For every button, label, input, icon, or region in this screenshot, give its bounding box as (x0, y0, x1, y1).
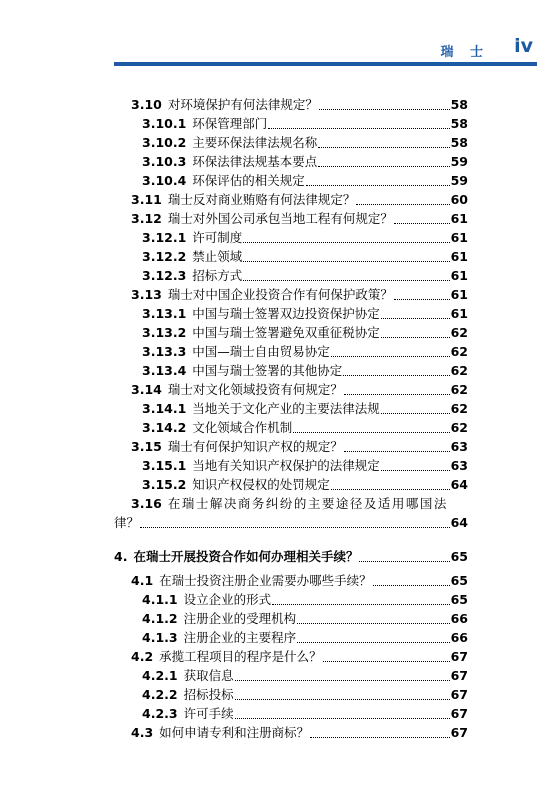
toc-entry-page: 66 (450, 630, 468, 645)
dot-leader (394, 213, 450, 224)
toc-entry-page: 61 (450, 287, 468, 302)
toc-entry-number: 3.10.3 (142, 154, 187, 169)
toc-entry[interactable] (142, 154, 468, 173)
toc-entry-title: 瑞士有何保护知识产权的规定？ (167, 439, 343, 454)
toc-entry-page: 64 (450, 515, 468, 530)
dot-leader (243, 270, 449, 281)
toc-entry-number: 4.1 (131, 573, 154, 588)
toc-entry-number: 3.11 (131, 192, 162, 207)
toc-entry[interactable] (131, 496, 468, 515)
toc-entry[interactable] (142, 249, 468, 268)
toc-entry[interactable] (142, 306, 468, 325)
toc-entry[interactable] (142, 116, 468, 135)
toc-entry-title: 瑞士对中国企业投资合作有何保护政策？ (167, 287, 393, 302)
header-title: 瑞 士 (440, 45, 489, 60)
toc-entry-number: 3.15 (131, 439, 162, 454)
dot-leader (344, 441, 450, 452)
toc-entry[interactable] (131, 192, 468, 211)
toc-entry-number: 4.1.3 (142, 630, 178, 645)
toc-entry-number: 3.13.2 (142, 325, 187, 340)
toc-entry-title: 在瑞士解决商务纠纷的主要途径及适用哪国法 (167, 496, 448, 511)
toc-entry-page: 65 (450, 573, 468, 588)
toc-entry-title: 瑞士对外国公司承包当地工程有何规定？ (167, 211, 393, 226)
toc-entry-title: 获取信息 (183, 668, 234, 683)
toc-entry-title: 对环境保护有何法律规定？ (167, 97, 318, 112)
toc-entry-title: 中国—瑞士自由贸易协定 (192, 344, 330, 359)
toc-entry-number: 3.13.4 (142, 363, 187, 378)
dot-leader (293, 422, 449, 433)
toc-entry-number: 3.12 (131, 211, 162, 226)
toc-entry-number: 3.13.3 (142, 344, 187, 359)
toc-entry-number: 4.1.2 (142, 611, 178, 626)
toc-entry-title: 招标投标 (183, 687, 234, 702)
toc-entry-page: 59 (450, 154, 468, 169)
toc-entry-number: 3.13 (131, 287, 162, 302)
dot-leader (235, 708, 450, 719)
toc-entry-title: 中国与瑞士签署双边投资保护协定 (192, 306, 380, 321)
toc-entry[interactable] (142, 592, 468, 611)
dot-leader (319, 99, 450, 110)
toc-entry[interactable] (142, 611, 468, 630)
toc-entry-page: 65 (450, 592, 468, 607)
dot-leader (318, 156, 449, 167)
toc-entry-number: 3.13.1 (142, 306, 187, 321)
toc-entry-number: 3.15.1 (142, 458, 187, 473)
toc-entry-title-continuation: 律？ (114, 515, 140, 530)
toc-entry-number: 3.16 (131, 496, 162, 511)
toc-entry-page: 63 (450, 439, 468, 454)
dot-leader (318, 137, 449, 148)
toc-entry[interactable] (131, 97, 468, 116)
dot-leader (331, 479, 450, 490)
dot-leader (235, 689, 450, 700)
toc-entry[interactable] (142, 135, 468, 154)
dot-leader (323, 651, 450, 662)
dot-leader (243, 251, 449, 262)
toc-entry-number: 3.10.4 (142, 173, 187, 188)
toc-entry[interactable] (142, 268, 468, 287)
dot-leader (356, 194, 449, 205)
toc-entry-title: 在瑞士开展投资合作如何办理相关手续？ (133, 549, 359, 564)
toc-entry-title: 瑞士反对商业贿赂有何法律规定？ (167, 192, 356, 207)
toc-entry-title: 在瑞士投资注册企业需要办哪些手续？ (159, 573, 372, 588)
toc-entry-number: 4. (114, 549, 128, 564)
toc-entry-number: 3.12.3 (142, 268, 187, 283)
toc-entry-title: 设立企业的形式 (183, 592, 272, 607)
toc-entry-number: 3.15.2 (142, 477, 187, 492)
toc-entry[interactable] (131, 382, 468, 401)
toc-entry-title: 注册企业的主要程序 (183, 630, 297, 645)
toc-entry-title: 许可手续 (183, 706, 234, 721)
toc-entry-number: 4.1.1 (142, 592, 178, 607)
toc-entry-title: 环保法律法规基本要点 (192, 154, 318, 169)
toc-entry-number: 4.2.2 (142, 687, 178, 702)
toc-entry-title: 当地关于文化产业的主要法律法规 (192, 401, 380, 416)
dot-leader (373, 575, 450, 586)
toc-entry-number: 4.3 (131, 725, 154, 740)
toc-entry-page: 64 (450, 477, 468, 492)
toc-entry-page: 60 (450, 192, 468, 207)
toc-entry-page: 59 (450, 173, 468, 188)
toc-entry-page: 67 (450, 687, 468, 702)
toc-entry-page: 62 (450, 344, 468, 359)
toc-entry-page: 62 (450, 325, 468, 340)
toc-entry-page: 58 (450, 97, 468, 112)
toc-entry[interactable] (142, 706, 468, 725)
toc-entry-title: 瑞士对文化领域投资有何规定？ (167, 382, 343, 397)
toc-entry-title: 禁止领域 (192, 249, 243, 264)
toc-entry-number: 3.10.2 (142, 135, 187, 150)
toc-entry-page: 62 (450, 363, 468, 378)
toc-entry[interactable] (131, 649, 468, 668)
toc-entry[interactable] (131, 439, 468, 458)
toc-entry-number: 3.14 (131, 382, 162, 397)
toc-entry[interactable] (131, 573, 468, 592)
dot-leader (381, 403, 450, 414)
toc-entry[interactable] (142, 668, 468, 687)
toc-entry-title: 如何申请专利和注册商标？ (159, 725, 310, 740)
dot-leader (359, 551, 449, 562)
toc-entry-number: 3.10 (131, 97, 162, 112)
toc-chapter-entry[interactable] (114, 549, 468, 568)
toc-entry[interactable] (142, 687, 468, 706)
toc-entry[interactable] (142, 458, 468, 477)
toc-entry-title: 中国与瑞士签署避免双重征税协定 (192, 325, 380, 340)
toc-entry-title: 环保管理部门 (192, 116, 268, 131)
toc-entry[interactable] (142, 325, 468, 344)
toc-entry-title: 中国与瑞士签署的其他协定 (192, 363, 343, 378)
toc-entry-page: 61 (450, 306, 468, 321)
toc-entry-page: 61 (450, 230, 468, 245)
header-page-number: iv (514, 35, 533, 57)
dot-leader (297, 632, 449, 643)
toc-entry-title: 许可制度 (192, 230, 243, 245)
toc-entry-page: 61 (450, 268, 468, 283)
toc-entry[interactable] (142, 173, 468, 192)
toc-entry-title: 招标方式 (192, 268, 243, 283)
dot-leader (394, 289, 450, 300)
toc-entry[interactable] (142, 363, 468, 382)
dot-leader (344, 384, 450, 395)
toc-entry-title: 知识产权侵权的处罚规定 (192, 477, 330, 492)
toc-entry[interactable] (131, 725, 468, 744)
dot-leader (297, 613, 449, 624)
toc-entry[interactable] (142, 630, 468, 649)
toc-entry-number: 4.2 (131, 649, 154, 664)
dot-leader (310, 727, 449, 738)
toc-entry[interactable] (131, 211, 468, 230)
toc-entry-page: 62 (450, 420, 468, 435)
toc-entry-page: 61 (450, 211, 468, 226)
toc-entry-page: 65 (450, 549, 468, 564)
dot-leader (381, 460, 450, 471)
toc-entry-number: 3.14.2 (142, 420, 187, 435)
toc-entry-page: 62 (450, 382, 468, 397)
toc-entry-number: 3.14.1 (142, 401, 187, 416)
dot-leader (331, 346, 450, 357)
toc-entry-number: 4.2.3 (142, 706, 178, 721)
toc-entry-title: 当地有关知识产权保护的法律规定 (192, 458, 380, 473)
toc-entry-page: 62 (450, 401, 468, 416)
toc-entry[interactable] (142, 401, 468, 420)
toc-entry-number: 3.10.1 (142, 116, 187, 131)
dot-leader (343, 365, 449, 376)
dot-leader (381, 308, 450, 319)
dot-leader (140, 517, 450, 528)
toc-entry-page: 67 (450, 725, 468, 740)
toc-entry[interactable] (142, 420, 468, 439)
toc-entry-page: 63 (450, 458, 468, 473)
toc-entry-page: 61 (450, 249, 468, 264)
toc-entry-title: 注册企业的受理机构 (183, 611, 297, 626)
dot-leader (235, 670, 450, 681)
dot-leader (268, 118, 449, 129)
toc-entry-continuation[interactable] (114, 515, 468, 534)
toc-entry-number: 3.12.1 (142, 230, 187, 245)
toc-entry-title: 承揽工程项目的程序是什么？ (159, 649, 322, 664)
dot-leader (243, 232, 449, 243)
header-rule (114, 62, 537, 66)
dot-leader (381, 327, 450, 338)
dot-leader (306, 175, 450, 186)
toc-entry-page: 67 (450, 706, 468, 721)
toc-entry-number: 4.2.1 (142, 668, 178, 683)
toc-entry[interactable] (142, 477, 468, 496)
dot-leader (272, 594, 449, 605)
toc-entry-page: 67 (450, 668, 468, 683)
toc-entry[interactable] (131, 287, 468, 306)
toc-entry-page: 66 (450, 611, 468, 626)
toc-entry-title: 文化领域合作机制 (192, 420, 293, 435)
toc-entry[interactable] (142, 230, 468, 249)
toc-entry-title: 主要环保法律法规名称 (192, 135, 318, 150)
toc-entry-page: 58 (450, 135, 468, 150)
toc-entry-page: 58 (450, 116, 468, 131)
toc-entry-title: 环保评估的相关规定 (192, 173, 305, 188)
toc-entry[interactable] (142, 344, 468, 363)
toc-entry-number: 3.12.2 (142, 249, 187, 264)
toc-entry-page: 67 (450, 649, 468, 664)
